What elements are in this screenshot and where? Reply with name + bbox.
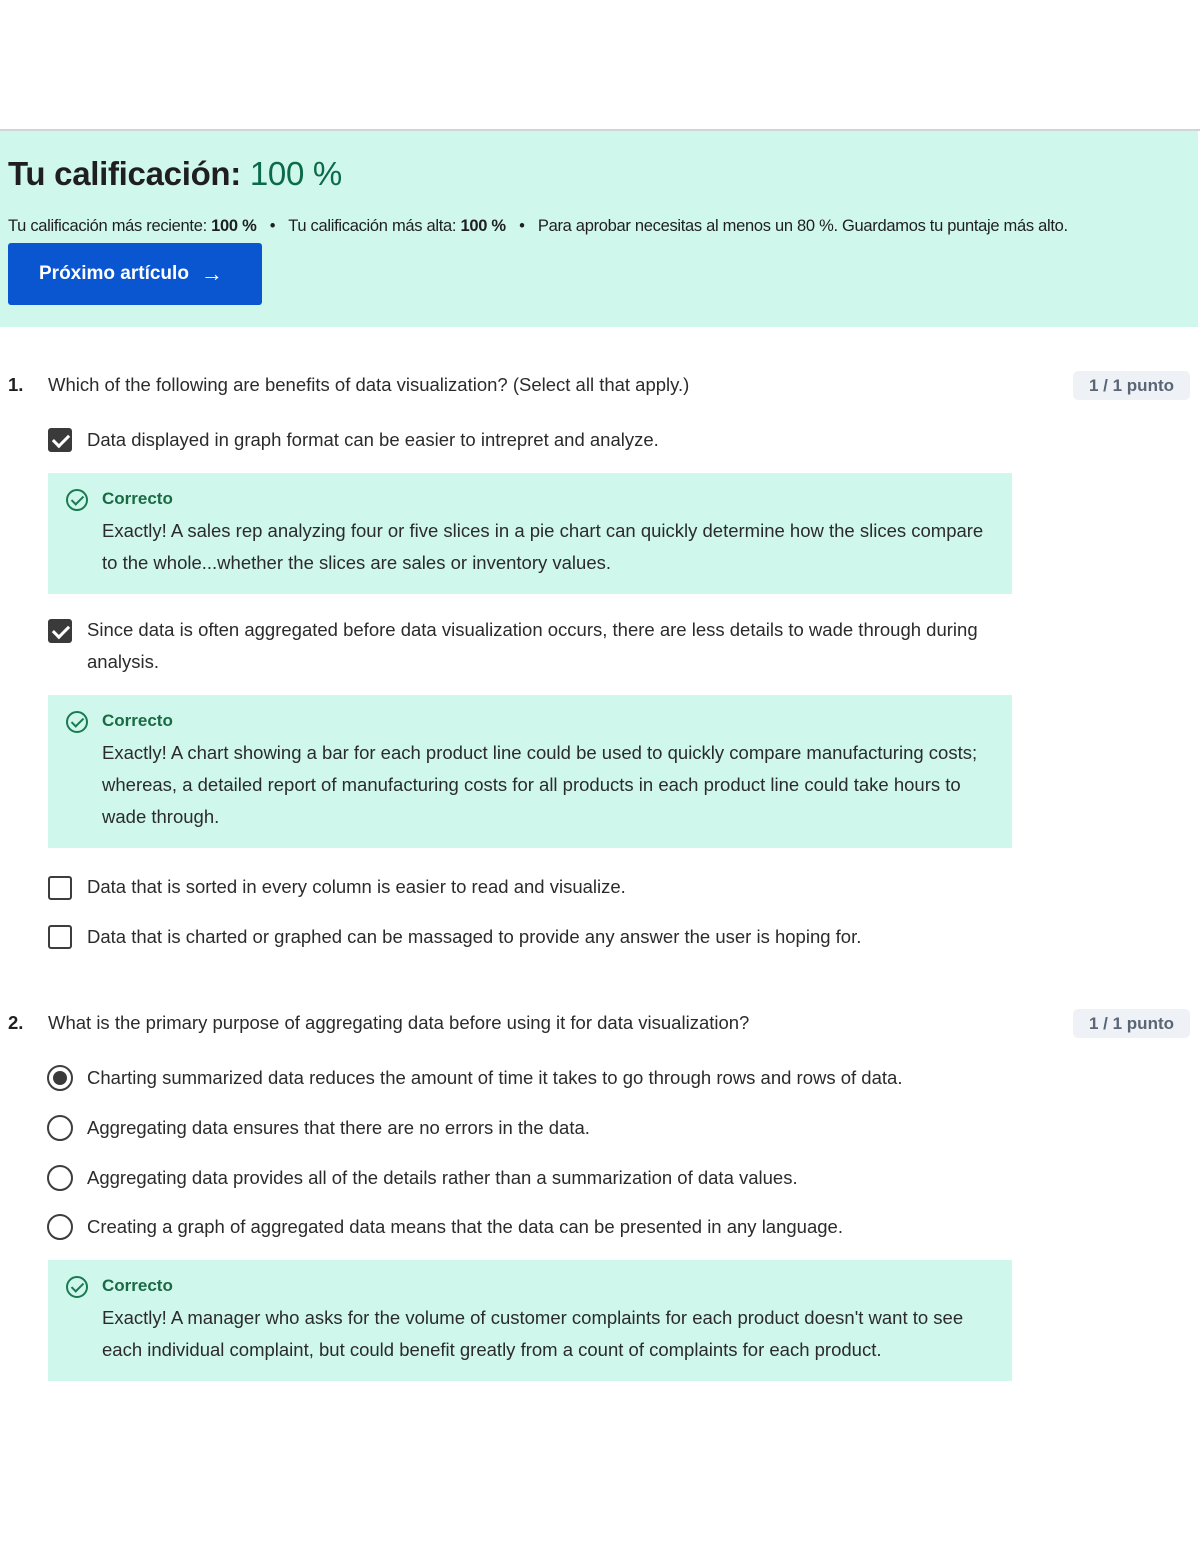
highest-grade-value: 100 % [460, 217, 506, 235]
option-text: Charting summarized data reduces the amount of time it takes to go through rows and rows of data. [87, 1067, 903, 1088]
check-circle-icon [66, 711, 88, 733]
option-text: Aggregating data ensures that there are no errors in the data. [87, 1117, 590, 1138]
recent-grade-value: 100 % [211, 217, 257, 235]
recent-grade-label: Tu calificación más reciente: [8, 217, 207, 235]
next-item-button[interactable] [8, 243, 262, 305]
points-badge: 1 / 1 punto [1073, 371, 1190, 400]
feedback-label: Correcto [102, 711, 173, 730]
grade-title-value: 100 % [249, 155, 342, 192]
feedback-label: Correcto [102, 489, 173, 508]
feedback-text: Exactly! A chart showing a bar for each product line could be used to quickly compare manufacturing costs; whereas, a detailed report of manufacturing costs for all products in each product line could take hours to wade through. [102, 742, 978, 827]
option-text: Data that is charted or graphed can be massaged to provide any answer the user is hoping for. [87, 926, 862, 947]
option-radio[interactable] [47, 1065, 73, 1091]
option-text: Creating a graph of aggregated data means that the data can be presented in any language. [87, 1216, 843, 1237]
option-checkbox[interactable] [48, 925, 72, 949]
feedback-text: Exactly! A manager who asks for the volume of customer complaints for each product doesn't want to see each individual complaint, but could benefit greatly from a count of complaints for each product. [102, 1307, 964, 1360]
check-circle-icon [66, 489, 88, 511]
question-text: What is the primary purpose of aggregating data before using it for data visualization? [48, 1012, 750, 1033]
question-text: Which of the following are benefits of data visualization? (Select all that apply.) [48, 374, 690, 395]
feedback-box [48, 1260, 1012, 1381]
option-text: Data that is sorted in every column is easier to read and visualize. [87, 876, 626, 897]
question-number: 1. [8, 374, 24, 395]
arrow-right-icon: → [200, 261, 223, 286]
feedback-text: Exactly! A sales rep analyzing four or five slices in a pie chart can quickly determine how the slices compare to the whole...whether the slices are sales or inventory values. [102, 520, 984, 573]
grade-title-label: Tu calificación: [8, 155, 241, 192]
option-radio[interactable] [47, 1115, 73, 1141]
option-checkbox[interactable] [48, 428, 72, 452]
check-circle-icon [66, 1276, 88, 1298]
points-badge: 1 / 1 punto [1073, 1009, 1190, 1038]
feedback-label: Correcto [102, 1276, 173, 1295]
feedback-box [48, 473, 1012, 594]
option-checkbox[interactable] [48, 619, 72, 643]
feedback-box [48, 695, 1012, 848]
option-radio[interactable] [47, 1214, 73, 1240]
option-text: Data displayed in graph format can be easier to intrepret and analyze. [87, 429, 659, 450]
highest-grade-label: Tu calificación más alta: [288, 217, 457, 235]
option-text: Since data is often aggregated before data visualization occurs, there are less details to wade through during analysis. [87, 619, 978, 672]
option-checkbox[interactable] [48, 876, 72, 900]
grade-title [8, 155, 342, 193]
option-radio[interactable] [47, 1165, 73, 1191]
separator-dot: • [519, 217, 525, 235]
pass-note: Para aprobar necesitas al menos un 80 %. Guardamos tu puntaje más alto. [537, 217, 1068, 235]
separator-dot: • [269, 217, 276, 235]
grade-summary [8, 217, 1068, 236]
option-text: Aggregating data provides all of the details rather than a summarization of data values. [87, 1167, 798, 1188]
question-number: 2. [8, 1012, 24, 1033]
next-item-label: Próximo artículo [39, 263, 189, 284]
